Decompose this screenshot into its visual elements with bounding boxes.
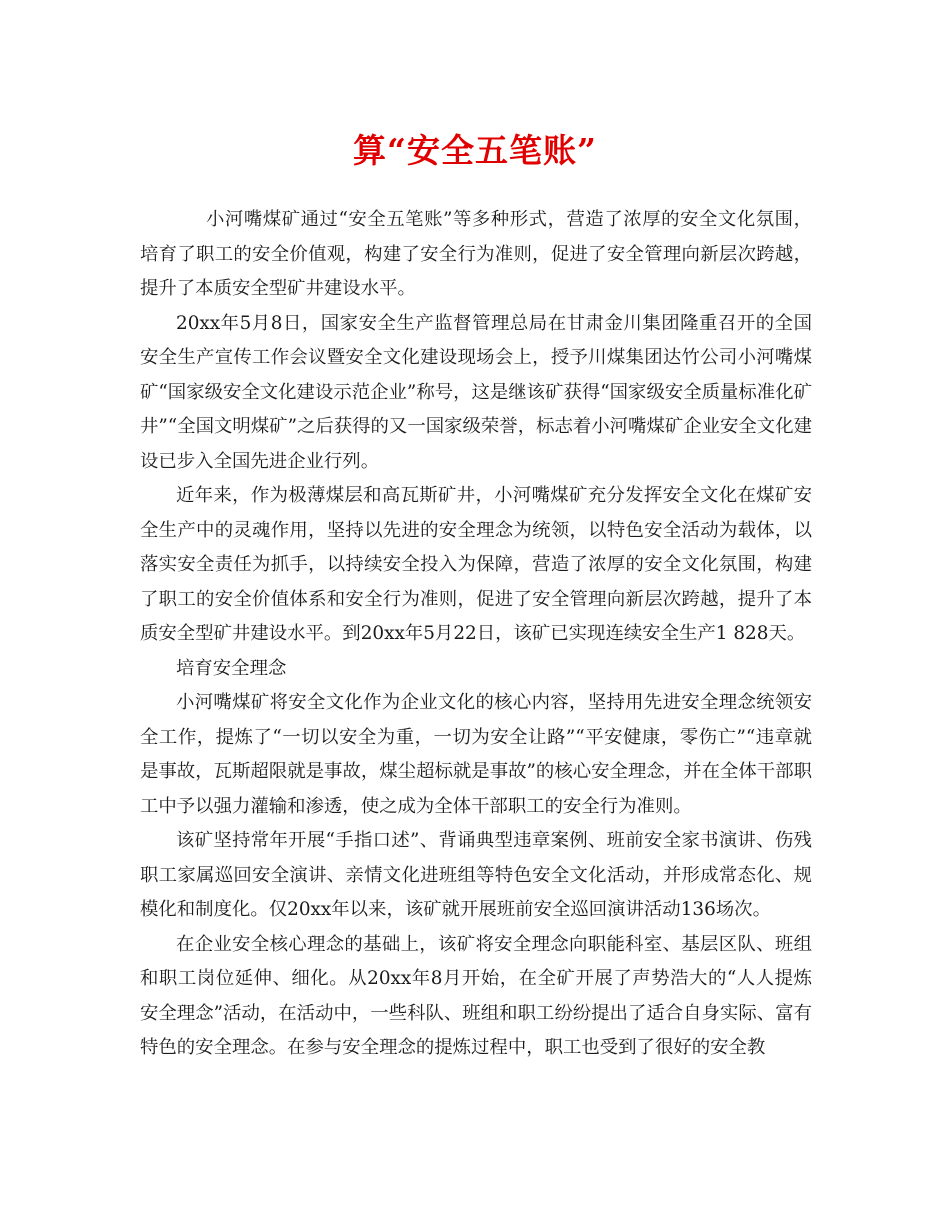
paragraph-activities: 该矿坚持常年开展“手指口述”、背诵典型违章案例、班前安全家书演讲、伤残职工家属巡回安全演讲、亲情文化进班组等特色安全文化活动，并形成常态化、规模化和制度化。仅20xx年以来，该矿就开展班前安全巡回演讲活动136场次。 [140,830,812,920]
section-heading: 培育安全理念 [176,657,287,679]
paragraph-extension: 在企业安全核心理念的基础上，该矿将安全理念向职能科室、基层区队、班组和职工岗位延伸、细化。从20xx年8月开始，在全矿开展了声势浩大的“人人提炼安全理念”活动，在活动中，一些科队、班组和职工纷纷提出了适合自身实际、富有特色的安全理念。在参与安全理念的提炼过程中，职工也受到了很好的安全教 [140,933,812,1058]
document-title: 算“安全五笔账” [353,131,597,170]
paragraph-background: 近年来，作为极薄煤层和高瓦斯矿井，小河嘴煤矿充分发挥安全文化在煤矿安全生产中的灵魂作用，坚持以先进的安全理念为统领，以特色安全活动为载体，以落实安全责任为抓手，以持续安全投入为保障，营造了浓厚的安全文化氛围，构建了职工的安全价值体系和安全行为准则，促进了安全管理向新层次跨越，提升了本质安全型矿井建设水平。到20xx年5月22日，该矿已实现连续安全生产1 828天。 [140,485,812,644]
paragraph-intro: 小河嘴煤矿通过“安全五笔账”等多种形式，营造了浓厚的安全文化氛围，培育了职工的安全价值观，构建了安全行为准则，促进了安全管理向新层次跨越，提升了本质安全型矿井建设水平。 [140,209,812,299]
document-body [140,203,812,1066]
paragraph-core-ideas: 小河嘴煤矿将安全文化作为企业文化的核心内容，坚持用先进安全理念统领安全工作，提炼了“一切以安全为重，一切为安全让路”“平安健康，零伤亡”“违章就是事故，瓦斯超限就是事故，煤尘超标就是事故”的核心安全理念，并在全体干部职工中予以强力灌输和渗透，使之成为全体干部职工的安全行为准则。 [140,692,812,817]
paragraph-award: 20xx年5月8日，国家安全生产监督管理总局在甘肃金川集团隆重召开的全国安全生产宣传工作会议暨安全文化建设现场会上，授予川煤集团达竹公司小河嘴煤矿“国家级安全文化建设示范企业”称号，这是继该矿获得“国家级安全质量标准化矿井”“全国文明煤矿”之后获得的又一国家级荣誉，标志着小河嘴煤矿企业安全文化建设已步入全国先进企业行列。 [140,312,812,472]
